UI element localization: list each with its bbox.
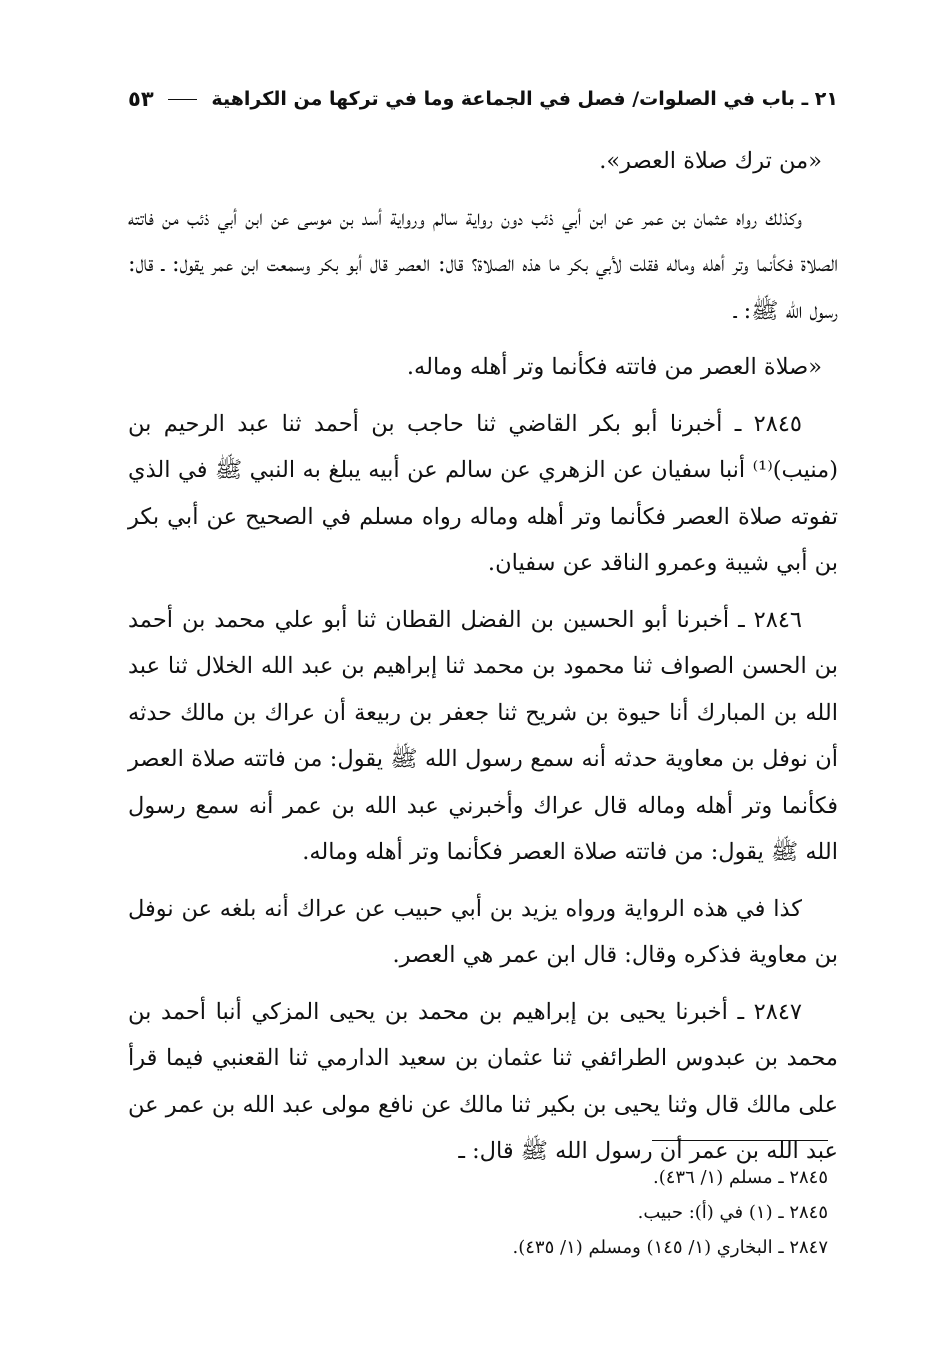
paragraph-quote-asr: «من ترك صلاة العصر». (599, 148, 822, 174)
hadith-2847: ٢٨٤٧ ـ أخبرنا يحيى بن إبراهيم بن محمد بن يحيى المزكي أنبا أحمد بن محمد بن عبدوس الطرائفي ثنا عثمان بن سعيد الدارمي ثنا القعنبي فيما قرأ على مالك قال وثنا يحيى بن بكير ثنا مالك عن نافع مولى عبد الله بن عمر عن عبد الله بن عمر أن رسول الله ﷺ قال: ـ (128, 998, 838, 1164)
paragraph-quote-salat-asr: «صلاة العصر من فاتته فكأنما وتر أهله وماله. (406, 354, 822, 380)
page-number: ٥٣ (128, 87, 154, 111)
paragraph-commentary: كذا في هذه الرواية ورواه يزيد بن أبي حبيب عن عراك أنه بلغه عن نوفل بن معاوية فذكره وقال: قال ابن عمر هي العصر. (128, 895, 838, 968)
footnote-2845-muslim: ٢٨٤٥ ـ مسلم (١/ ٤٣٦). (652, 1167, 828, 1188)
footnote-2845-variant: ٢٨٤٥ ـ (١) في (أ): حبيب. (637, 1202, 828, 1223)
header-rule (168, 99, 198, 100)
hadith-2846: ٢٨٤٦ ـ أخبرنا أبو الحسين بن الفضل القطان ثنا أبو علي محمد بن أحمد بن الحسن الصواف ثنا محمود بن محمد ثنا إبراهيم بن عبد الله الخلال ثنا عبد الله بن المبارك أنا حيوة بن شريح ثنا جعفر بن ربيعة أن عراك بن مالك حدثه أن نوفل بن معاوية حدثه أنه سمع رسول الله ﷺ يقول: من فاتته صلاة العصر فكأنما وتر أهله وماله قال عراك وأخبرني عبد الله بن عمر أنه سمع رسول الله ﷺ يقول: من فاتته صلاة العصر فكأنما وتر أهله وماله. (128, 606, 838, 865)
chapter-title: ٢١ ـ باب في الصلوات/ فصل في الجماعة وما في تركها من الكراهية (211, 88, 838, 110)
footnote-rule (652, 1140, 828, 1141)
main-text (128, 138, 838, 1185)
hadith-2845: ٢٨٤٥ ـ أخبرنا أبو بكر القاضي ثنا حاجب بن أحمد ثنا عبد الرحيم بن (منيب)⁽¹⁾ أنبا سفيان عن الزهري عن سالم عن أبيه يبلغ به النبي ﷺ في الذي تفوته صلاة العصر فكأنما وتر أهله وماله رواه مسلم في الصحيح عن أبي بكر بن أبي شيبة وعمرو الناقد عن سفيان. (128, 410, 838, 576)
footnote-2847-bukhari: ٢٨٤٧ ـ البخاري (١/ ١٤٥) ومسلم (١/ ٤٣٥). (512, 1237, 828, 1258)
running-header (128, 82, 838, 116)
footnotes (400, 1160, 828, 1265)
paragraph-uthman-narration: وكذلك رواه عثمان بن عمر عن ابن أبي ذئب دون رواية سالم ورواية أسد بن موسى عن ابن أبي ذئب من فاتته الصلاة فكأنما وتر أهله وماله فقلت لأبي بكر ما هذه الصلاة؟ قال: العصر قال أبو بكر وسمعت ابن عمر يقول: ـ قال: رسول الله ﷺ: ـ (128, 204, 838, 324)
